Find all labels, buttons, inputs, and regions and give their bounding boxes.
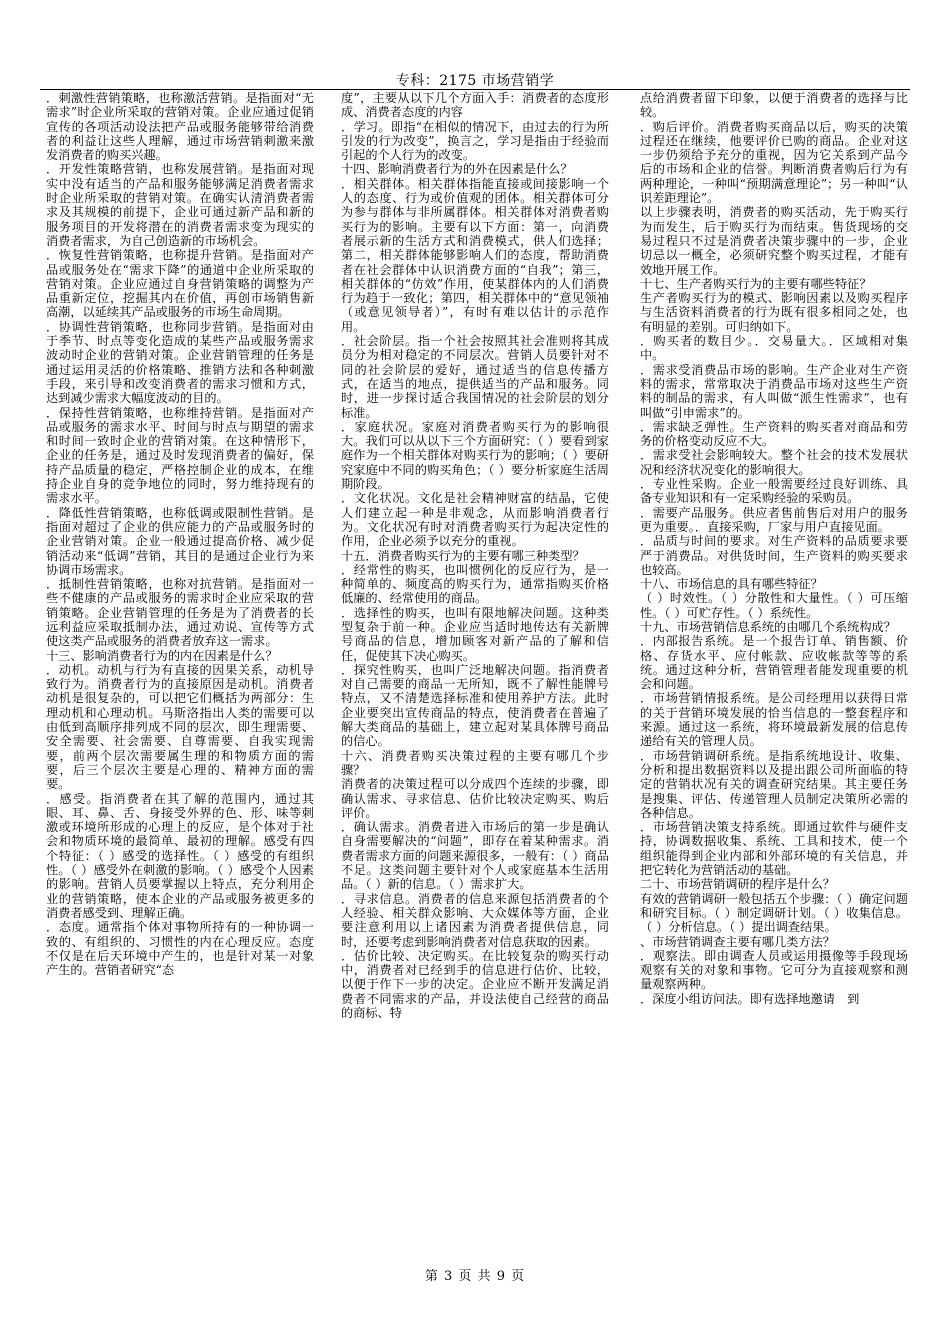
- paragraph: ．选择性的购买，也叫有限地解决问题。这种类型复杂于前一种。企业应当适时地传达有关新牌号商品的信息，增加顾客对新产品的了解和信任，促使其下决心购买。: [341, 605, 609, 663]
- paragraph: ．恢复性营销策略，也称提升营销。是指面对产品或服务处在“需求下降”的通道中企业所采取的营销对策。企业应通过自身营销策略的调整为产品重新定位，挖掘其内在价值，再创市场销售新高潮，以延续其产品或服务的市场生命周期。: [46, 248, 314, 320]
- paragraph: ．需求受消费品市场的影响。生产企业对生产资料的需求，常常取决于消费品市场对这些生产资料的制品的需求，有人叫做“派生性需求”，也有叫做“引申需求”的。: [640, 362, 908, 420]
- paragraph: ．需求受社会影响较大。整个社会的技术发展状况和经济状况变化的影响很大。: [640, 448, 908, 477]
- paragraph: 十九、市场营销信息系统的由哪几个系统构成？: [640, 619, 896, 634]
- paragraph: 十五．消费者购买行为的主要有哪三种类型？: [341, 548, 585, 563]
- text-column-3: [640, 91, 908, 1259]
- paragraph: ．购买者的数目少。．交易量大。．区域相对集中。: [640, 334, 908, 363]
- paragraph: ．寻求信息。消费者的信息来源包括消费者的个人经验、相关群众影响、大众媒体等方面，企业要注意利用以上诸因素为消费者提供信息，同时，还要考虑到影响消费者对信息获取的因素。: [341, 891, 609, 949]
- paragraph: ．抵制性营销策略，也称对抗营销。是指面对一些不健康的产品或服务的需求时企业应采取的营销策略。企业营销管理的任务是为了消费者的长远利益应采取抵制办法，通过劝说、宣传等方式使这类产品或服务的消费者放弃这一需求。: [46, 577, 314, 649]
- paragraph: 生产者购买行为的模式、影响因素以及购买程序与生活资料消费者的行为既有很多相同之处，也有明显的差别。可归纳如下。: [640, 291, 908, 334]
- paragraph: 十六、消费者购买决策过程的主要有哪几个步骤？: [341, 748, 609, 777]
- paragraph: ．深度小组访问法。即有选择地邀请 到: [640, 991, 860, 1006]
- paragraph: 、市场营销调查主要有哪几类方法？: [640, 934, 835, 949]
- paragraph: ．保持性营销策略，也称维持营销。是指面对产品或服务的需求水平、时间与时点与期望的需求和时间一致时企业的营销对策。在这种情形下，企业的任务是，通过及时发现消费者的偏好，保持产品质量的稳定，严格控制企业的成本，在维持企业自身的竞争地位的同时，努力维持现有的需求水平。: [46, 405, 314, 506]
- paragraph: ．确认需求。消费者进入市场后的第一步是确认自身需要解决的“问题”，即存在着某种需求。消费者需求方面的问题来源很多，一般有：（ ）商品不足。这类问题主要针对个人或家庭基本生活用品。（ ）新的信息。（ ）需求扩大。: [341, 820, 609, 892]
- paragraph: 十四、影响消费者行为的外在因素是什么？: [341, 162, 573, 177]
- paragraph: ．开发性策略营销，也称发展营销。是指面对现实中没有适当的产品和服务能够满足消费者需求时企业所采取的营销对策。在确实认清消费者需求及其规模的前提下，企业可通过新产品和新的服务项目的开发将潜在的消费者需求变为现实的消费者需求，为自己创造新的市场机会。: [46, 162, 314, 248]
- paragraph: ．经常性的购买，也叫惯例化的反应行为，是一种简单的、频度高的购买行为，通常指购买价格低廉的、经常使用的商品。: [341, 562, 609, 606]
- paragraph: ．需要产品服务。供应者售前售后对用户的服务更为重要。．直接采购，厂家与用户直接见面。: [640, 505, 908, 534]
- text-column-2: [341, 91, 609, 1259]
- paragraph: ．协调性营销策略，也称同步营销。是指面对由于季节、时点等变化造成的某些产品或服务需求波动时企业的营销对策。企业营销管理的任务是通过运用灵活的价格策略、推销方法和各种刺激手段，来引导和改变消费者的需求习惯和方式，达到减少需求大幅度波动的目的。: [46, 319, 314, 406]
- paragraph: 有效的营销调研一般包括五个步骤：（ ）确定问题和研究目标。（ ）制定调研计划。（ ）收集信息。（ ）分析信息。（ ）提出调查结果。: [640, 891, 908, 935]
- paragraph: （ ）时效性。（ ）分散性和大量性。（ ）可压缩性。（ ）可贮存性。（ ）系统性。: [640, 591, 908, 620]
- paragraph: ．市场营销决策支持系统。即通过软件与硬件支持，协调数据收集、系统、工具和技术，使一个组织能得到企业内部和外部环境的有关信息，并把它转化为营销活动的基础。: [640, 820, 908, 878]
- paragraph: 十三、影响消费者行为的内在因素是什么？: [46, 648, 278, 663]
- paragraph: ．品质与时间的要求。对生产资料的品质要求要严于消费品。对供货时间，生产资料的购买要求也较高。: [640, 534, 908, 577]
- paragraph: 度”，主要从以下几个方面入手：消费者的态度形成、消费者态度的内容: [341, 91, 609, 120]
- paragraph: ．降低性营销策略，也称低调或限制性营销。是指面对超过了企业的供应能力的产品或服务时的企业营销对策。企业一般通过提高价格、减少促销活动来“低调”营销，其目的是通过企业行为来协调市场需求。: [46, 505, 314, 577]
- paragraph: ．文化状况。文化是社会精神财富的结晶，它使人们建立起一种是非观念，从而影响消费者行为。文化状况有时对消费者购买行为起决定性的作用，企业必须予以充分的重视。: [341, 491, 609, 549]
- paragraph: ．相关群体。相关群体指能直接或间接影响一个人的态度、行为或价值观的团体。相关群体可分为参与群体与非所属群体。相关群体对消费者购买行为的影响。主要有以下方面：第一，向消费者展示新的生活方式和消费模式，供人们选择；第二，相关群体能够影响人们的态度，帮助消费者在社会群体中认识消费方面的“自我”；第三，相关群体的“仿效”作用，使某群体内的人们消费行为趋于一致化；第四，相关群体中的“意见领袖（或意见领导者）”，有时有难以估计的示范作用。: [341, 176, 609, 334]
- paragraph: ．探究性购买，也叫广泛地解决问题。指消费者对自己需要的商品一无所知，既不了解性能牌号特点，又不清楚选择标准和使用养护方法。此时企业要突出宣传商品的特点，使消费者在普遍了解大类商品的基础上，建立起对某具体牌号商品的信心。: [341, 662, 609, 749]
- page-header: 专科：2175 市场营销学: [395, 73, 555, 89]
- paragraph: ．内部报告系统。是一个报告订单、销售额、价格、存货水平、应付帐款、应收帐款等等的系统。通过这种分析，营销管理者能发现重要的机会和问题。: [640, 634, 908, 692]
- paragraph: ．动机。动机与行为有直接的因果关系，动机导致行为。消费者行为的直接原因是动机。消费者动机是很复杂的，可以把它们概括为两部分：生理动机和心理动机。马斯洛指出人类的需要可以由低到高顺序排列成不同的层次，即生理需要、安全需要、社会需要、自尊需要、自我实现需要，前两个层次需要属生理的和物质方面的需要，后三个层次主要是心理的、精神方面的需要。: [46, 662, 314, 792]
- paragraph: ．刺激性营销策略，也称激活营销。是指面对“无需求”时企业所采取的营销对策。企业应通过促销宣传的各项活动设法把产品或服务能够带给消费者的利益让这些人理解，通过市场营销刺激来激发消费者的购买兴趣。: [46, 91, 314, 163]
- paragraph: ．社会阶层。指一个社会按照其社会准则将其成员分为相对稳定的不同层次。营销人员要针对不同的社会阶层的爱好，通过适当的信息传播方式，在适当的地点，提供适当的产品和服务。同时，进一步探讨适合我国情况的社会阶层的划分标准。: [341, 334, 609, 420]
- paragraph: ．家庭状况。家庭对消费者购买行为的影响很大。我们可以从以下三个方面研究：（ ）要看到家庭作为一个相关群体对购买行为的影响；（ ）要研究家庭中不同的购买角色；（ ）要分析家庭生活周期阶段。: [341, 419, 609, 492]
- paragraph: ．需求缺乏弹性。生产资料的购买者对商品和劳务的价格变动反应不大。: [640, 419, 908, 449]
- paragraph: ．感受。指消费者在其了解的范围内，通过其眼、耳、鼻、舌、身接受外界的色、形、味等刺激或环境所形成的心理上的反应，是个体对于社会和物质环境的最简单、最初的理解。感受有四个特征：（ ）感受的选择性。（ ）感受的有组织性。（ ）感受外在刺激的影响。（ ）感受个人因素的影响。营销人员要掌握以上特点，充分利用企业的营销策略，使本企业的产品或服务被更多的消费者感受到、理解正确。: [46, 791, 314, 920]
- paragraph: 点给消费者留下印象，以便于消费者的选择与比较。: [640, 91, 908, 120]
- paragraph: ．专业性采购。企业一般需要经过良好训练、具备专业知识和有一定采购经验的采购员。: [640, 477, 908, 506]
- text-column-1: [46, 91, 314, 1259]
- paragraph: 十八、市场信息的具有哪些特征？: [640, 577, 823, 592]
- paragraph: 以上步骤表明，消费者的购买活动，先于购买行为而发生，后于购买行为而结束。售货现场的交易过程只不过是消费者决策步骤中的一步，企业切忌以一概全，必须研究整个购买过程，才能有效地开展工作。: [640, 205, 908, 277]
- paragraph: ．购后评价。消费者购买商品以后，购买的决策过程还在继续，他要评价已购的商品。企业对这一步仍须给予充分的重视，因为它关系到产品今后的市场和企业的信誉。判断消费者购后行为有两种理论，一种叫“预期满意理论”；另一种叫“认识差距理论”。: [640, 119, 908, 206]
- page-footer: 第 3 页 共 9 页: [424, 1269, 526, 1284]
- paragraph: ．估价比较、决定购买。在比较复杂的购买行动中，消费者对已经到手的信息进行估价、比较，以便于作下一步的决定。企业应不断开发满足消费者不同需求的产品，并设法使自己经营的商品的商标、特: [341, 948, 609, 1020]
- paragraph: ．态度。通常指个体对事物所持有的一种协调一致的、有组织的、习惯性的内在心理反应。态度不仅是在后天环境中产生的，也是针对某一对象产生的。营销者研究“态: [46, 920, 314, 978]
- paragraph: ．观察法。即由调查人员或运用摄像等手段现场观察有关的对象和事物。它可分为直接观察和测量观察两种。: [640, 948, 908, 992]
- paragraph: ．市场营销调研系统。是指系统地设计、收集、分析和提出数据资料以及提出跟公司所面临的特定的营销状况有关的调查研究结果。其主要任务是搜集、评估、传递管理人员制定决策所必需的各种信息。: [640, 748, 908, 820]
- paragraph: 十七、生产者购买行为的主要有哪些特征？: [640, 276, 872, 291]
- paragraph: ．学习。即指“在相似的情况下，由过去的行为所引发的行为改变”，换言之，学习是指由于经验而引起的个人行为的改变。: [341, 119, 609, 163]
- paragraph: ．市场营销情报系统。是公司经理用以获得日常的关于营销环境发展的恰当信息的一整套程序和来源。通过这一系统，将环境最新发展的信息传递给有关的管理人员。: [640, 691, 908, 749]
- header-rule: [40, 89, 910, 90]
- paragraph: 二十、市场营销调研的程序是什么？: [640, 877, 835, 892]
- paragraph: 消费者的决策过程可以分成四个连续的步骤，即确认需求、寻求信息、估价比较决定购买、购后评价。: [341, 777, 609, 820]
